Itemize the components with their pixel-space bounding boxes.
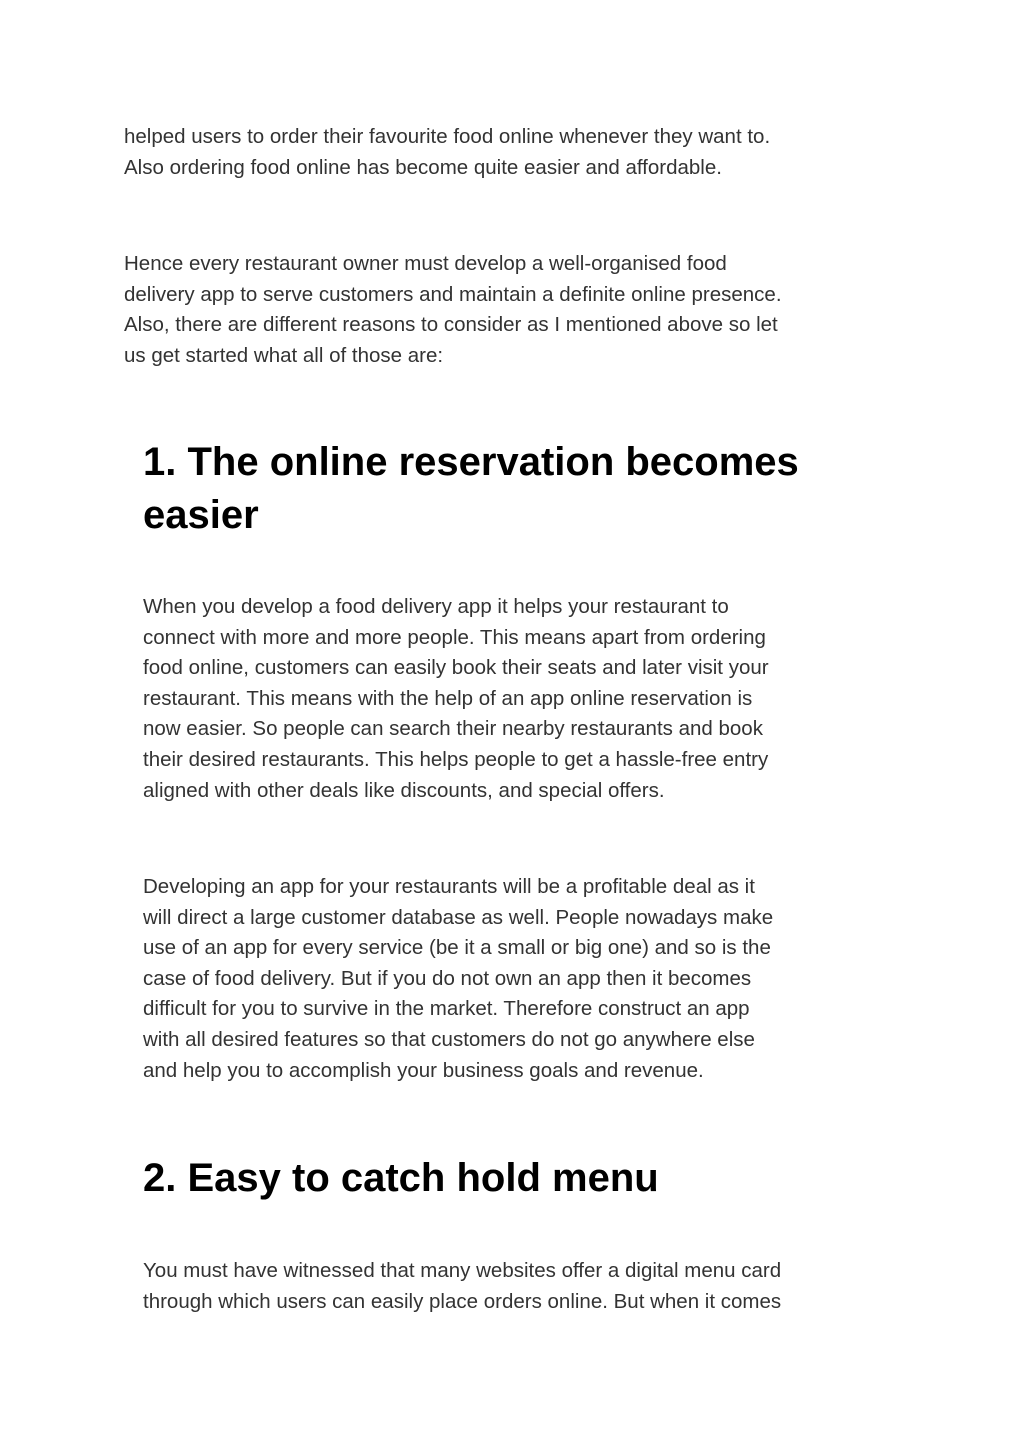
intro-paragraph: helped users to order their favourite food online whenever they want to. Also ordering food online has become quite easier and affordable. [124,125,771,179]
reasons-paragraph: Hence every restaurant owner must develop a well-organised food delivery app to serve customers and maintain a definite online presence. Also, there are different reasons to consider as I mentioned above so let us get started what all of those are: [124,252,782,367]
section-heading-easy-menu: 2. Easy to catch hold menu [143,1156,659,1200]
digital-menu-paragraph: You must have witnessed that many websites offer a digital menu card through which users can easily place orders online. But when it comes [143,1259,782,1313]
online-reservation-paragraph: When you develop a food delivery app it helps your restaurant to connect with more and more people. This means apart from ordering food online, customers can easily book their seats and later visit your restaurant. This means with the help of an app online reservation is now easier. So people can search their nearby restaurants and book their desired restaurants. This helps people to get a hassle-free entry aligned with other deals like discounts, and special offers. [143,595,769,802]
section-heading-online-reservation: 1. The online reservation becomes easier [143,440,799,537]
profitable-app-paragraph: Developing an app for your restaurants will be a profitable deal as it will direct a large customer database as well. People nowadays make use of an app for every service (be it a small or big one) and so is the case of food delivery. But if you do not own an app then it becomes difficult for you to survive in the market. Therefore construct an app with all desired features so that customers do not go anywhere else and help you to accomplish your business goals and revenue. [143,875,774,1082]
